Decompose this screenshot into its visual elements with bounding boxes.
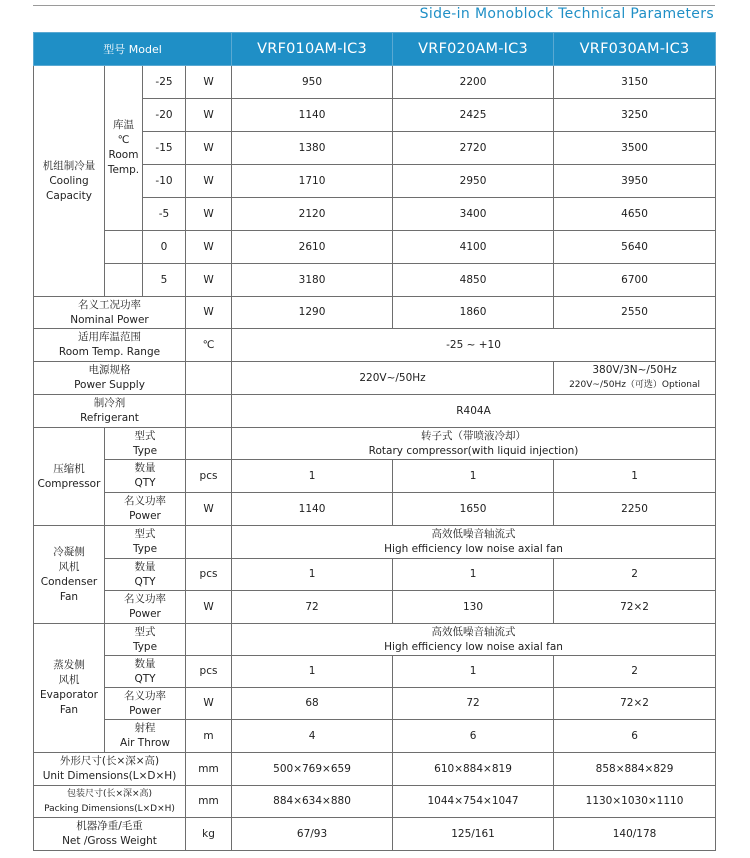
value-cell: 高效低噪音轴流式 High efficiency low noise axial fan [232, 526, 716, 559]
value-cell: 1650 [393, 493, 554, 526]
value-cell: 6 [393, 720, 554, 753]
value-cell: 380V/3N~/50Hz 220V~/50Hz（可选）Optional [554, 362, 716, 395]
compressor-label: 压缩机 Compressor [34, 428, 105, 526]
value-cell: -25 ~ +10 [232, 329, 716, 362]
unit-cell: ℃ [186, 329, 232, 362]
value-cell: 220V~/50Hz [232, 362, 554, 395]
value-cell: 转子式（带喷液冷却） Rotary compressor(with liquid injection) [232, 428, 716, 460]
compressor-power-row [34, 493, 716, 526]
value-cell: 1 [232, 460, 393, 493]
spec-table [33, 32, 716, 851]
value-cell: 1860 [393, 297, 554, 329]
unit-cell: pcs [186, 656, 232, 688]
empty-cell [105, 264, 143, 297]
row-label: 适用库温范围 Room Temp. Range [34, 329, 186, 362]
unit-cell: W [186, 198, 232, 231]
value-cell: 高效低噪音轴流式 High efficiency low noise axial fan [232, 624, 716, 656]
value-cell: 72×2 [554, 591, 716, 624]
value-cell: 3250 [554, 99, 716, 132]
unit-cell: kg [186, 818, 232, 851]
empty-cell [105, 231, 143, 264]
unit-cell: mm [186, 786, 232, 818]
sub-label: 型式 Type [105, 624, 186, 656]
unit-cell [186, 428, 232, 460]
room-temp-label: 库温 ℃ Room Temp. [105, 66, 143, 231]
unit-cell: W [186, 99, 232, 132]
sub-label: 名义功率 Power [105, 591, 186, 624]
header-row [34, 33, 716, 66]
value-cell: 1130×1030×1110 [554, 786, 716, 818]
value-cell: 1140 [232, 99, 393, 132]
model-column-2: VRF020AM-IC3 [393, 33, 554, 66]
unit-cell: m [186, 720, 232, 753]
weight-row [34, 818, 716, 851]
unit-cell: W [186, 297, 232, 329]
power-supply-row [34, 362, 716, 395]
value-cell: 2550 [554, 297, 716, 329]
value-cell: 6 [554, 720, 716, 753]
value-cell: 3180 [232, 264, 393, 297]
sub-label: 型式 Type [105, 428, 186, 460]
temp-cell: -10 [143, 165, 186, 198]
compressor-type-row [34, 428, 716, 460]
row-label: 外形尺寸(长×深×高) Unit Dimensions(L×D×H) [34, 753, 186, 786]
unit-cell: W [186, 688, 232, 720]
value-cell: 2 [554, 656, 716, 688]
condenser-qty-row [34, 559, 716, 591]
value-cell: 68 [232, 688, 393, 720]
value-cell: 1 [232, 559, 393, 591]
model-label: 型号 Model [34, 33, 232, 66]
value-cell: 1 [232, 656, 393, 688]
evaporator-power-row [34, 688, 716, 720]
evaporator-qty-row [34, 656, 716, 688]
value-cell: 1 [554, 460, 716, 493]
value-cell: 3400 [393, 198, 554, 231]
value-cell: 4850 [393, 264, 554, 297]
value-cell: 3500 [554, 132, 716, 165]
value-cell: 1710 [232, 165, 393, 198]
packing-dimensions-row [34, 786, 716, 818]
unit-cell: W [186, 493, 232, 526]
value-cell: 1380 [232, 132, 393, 165]
evaporator-throw-row [34, 720, 716, 753]
temp-cell: -5 [143, 198, 186, 231]
condenser-fan-label: 冷凝侧 风机 Condenser Fan [34, 526, 105, 624]
temp-cell: 0 [143, 231, 186, 264]
sub-label: 型式 Type [105, 526, 186, 559]
value-cell: 500×769×659 [232, 753, 393, 786]
value-cell: R404A [232, 395, 716, 428]
nominal-power-row [34, 297, 716, 329]
value-cell: 4100 [393, 231, 554, 264]
sub-label: 名义功率 Power [105, 493, 186, 526]
value-cell: 1 [393, 559, 554, 591]
model-column-3: VRF030AM-IC3 [554, 33, 716, 66]
value-cell: 950 [232, 66, 393, 99]
value-cell: 2200 [393, 66, 554, 99]
temp-cell: -20 [143, 99, 186, 132]
value-cell: 4650 [554, 198, 716, 231]
row-label: 制冷剂 Refrigerant [34, 395, 186, 428]
row-label: 名义工况功率 Nominal Power [34, 297, 186, 329]
evaporator-fan-label: 蒸发侧 风机 Evaporator Fan [34, 624, 105, 753]
value-cell: 884×634×880 [232, 786, 393, 818]
value-cell: 1 [393, 460, 554, 493]
unit-cell: pcs [186, 460, 232, 493]
value-cell: 6700 [554, 264, 716, 297]
value-cell: 858×884×829 [554, 753, 716, 786]
compressor-qty-row [34, 460, 716, 493]
value-cell: 1 [393, 656, 554, 688]
cooling-row [34, 231, 716, 264]
temp-cell: -25 [143, 66, 186, 99]
temp-cell: 5 [143, 264, 186, 297]
row-label: 包装尺寸(长×深×高) Packing Dimensions(L×D×H) [34, 786, 186, 818]
value-cell: 130 [393, 591, 554, 624]
unit-cell: pcs [186, 559, 232, 591]
cooling-row [34, 264, 716, 297]
value-cell: 2250 [554, 493, 716, 526]
value-cell: 125/161 [393, 818, 554, 851]
evaporator-type-row [34, 624, 716, 656]
unit-cell: W [186, 231, 232, 264]
value-cell: 1140 [232, 493, 393, 526]
value-cell: 3150 [554, 66, 716, 99]
value-cell: 140/178 [554, 818, 716, 851]
value-cell: 72 [232, 591, 393, 624]
refrigerant-row [34, 395, 716, 428]
value-cell: 3950 [554, 165, 716, 198]
page-title: Side-in Monoblock Technical Parameters [419, 6, 714, 22]
sub-label: 数量 QTY [105, 460, 186, 493]
unit-cell: W [186, 591, 232, 624]
temp-cell: -15 [143, 132, 186, 165]
value-cell: 2950 [393, 165, 554, 198]
condenser-power-row [34, 591, 716, 624]
model-column-1: VRF010AM-IC3 [232, 33, 393, 66]
value-cell: 1044×754×1047 [393, 786, 554, 818]
value-cell: 72 [393, 688, 554, 720]
value-cell: 67/93 [232, 818, 393, 851]
value-cell: 2720 [393, 132, 554, 165]
room-temp-range-row [34, 329, 716, 362]
row-label: 电源规格 Power Supply [34, 362, 186, 395]
sub-label: 数量 QTY [105, 559, 186, 591]
unit-cell: W [186, 132, 232, 165]
unit-cell: W [186, 165, 232, 198]
sub-label: 射程 Air Throw [105, 720, 186, 753]
unit-dimensions-row [34, 753, 716, 786]
unit-cell: W [186, 264, 232, 297]
row-label: 机器净重/毛重 Net /Gross Weight [34, 818, 186, 851]
unit-cell [186, 362, 232, 395]
value-cell: 5640 [554, 231, 716, 264]
sub-label: 名义功率 Power [105, 688, 186, 720]
value-cell: 2 [554, 559, 716, 591]
cooling-row [34, 66, 716, 99]
unit-cell [186, 624, 232, 656]
condenser-type-row [34, 526, 716, 559]
sub-label: 数量 QTY [105, 656, 186, 688]
value-cell: 2610 [232, 231, 393, 264]
cooling-capacity-label: 机组制冷量 Cooling Capacity [34, 66, 105, 297]
unit-cell: mm [186, 753, 232, 786]
unit-cell [186, 526, 232, 559]
unit-cell: W [186, 66, 232, 99]
unit-cell [186, 395, 232, 428]
value-cell: 2120 [232, 198, 393, 231]
value-cell: 1290 [232, 297, 393, 329]
value-cell: 4 [232, 720, 393, 753]
value-cell: 610×884×819 [393, 753, 554, 786]
value-cell: 72×2 [554, 688, 716, 720]
value-cell: 2425 [393, 99, 554, 132]
